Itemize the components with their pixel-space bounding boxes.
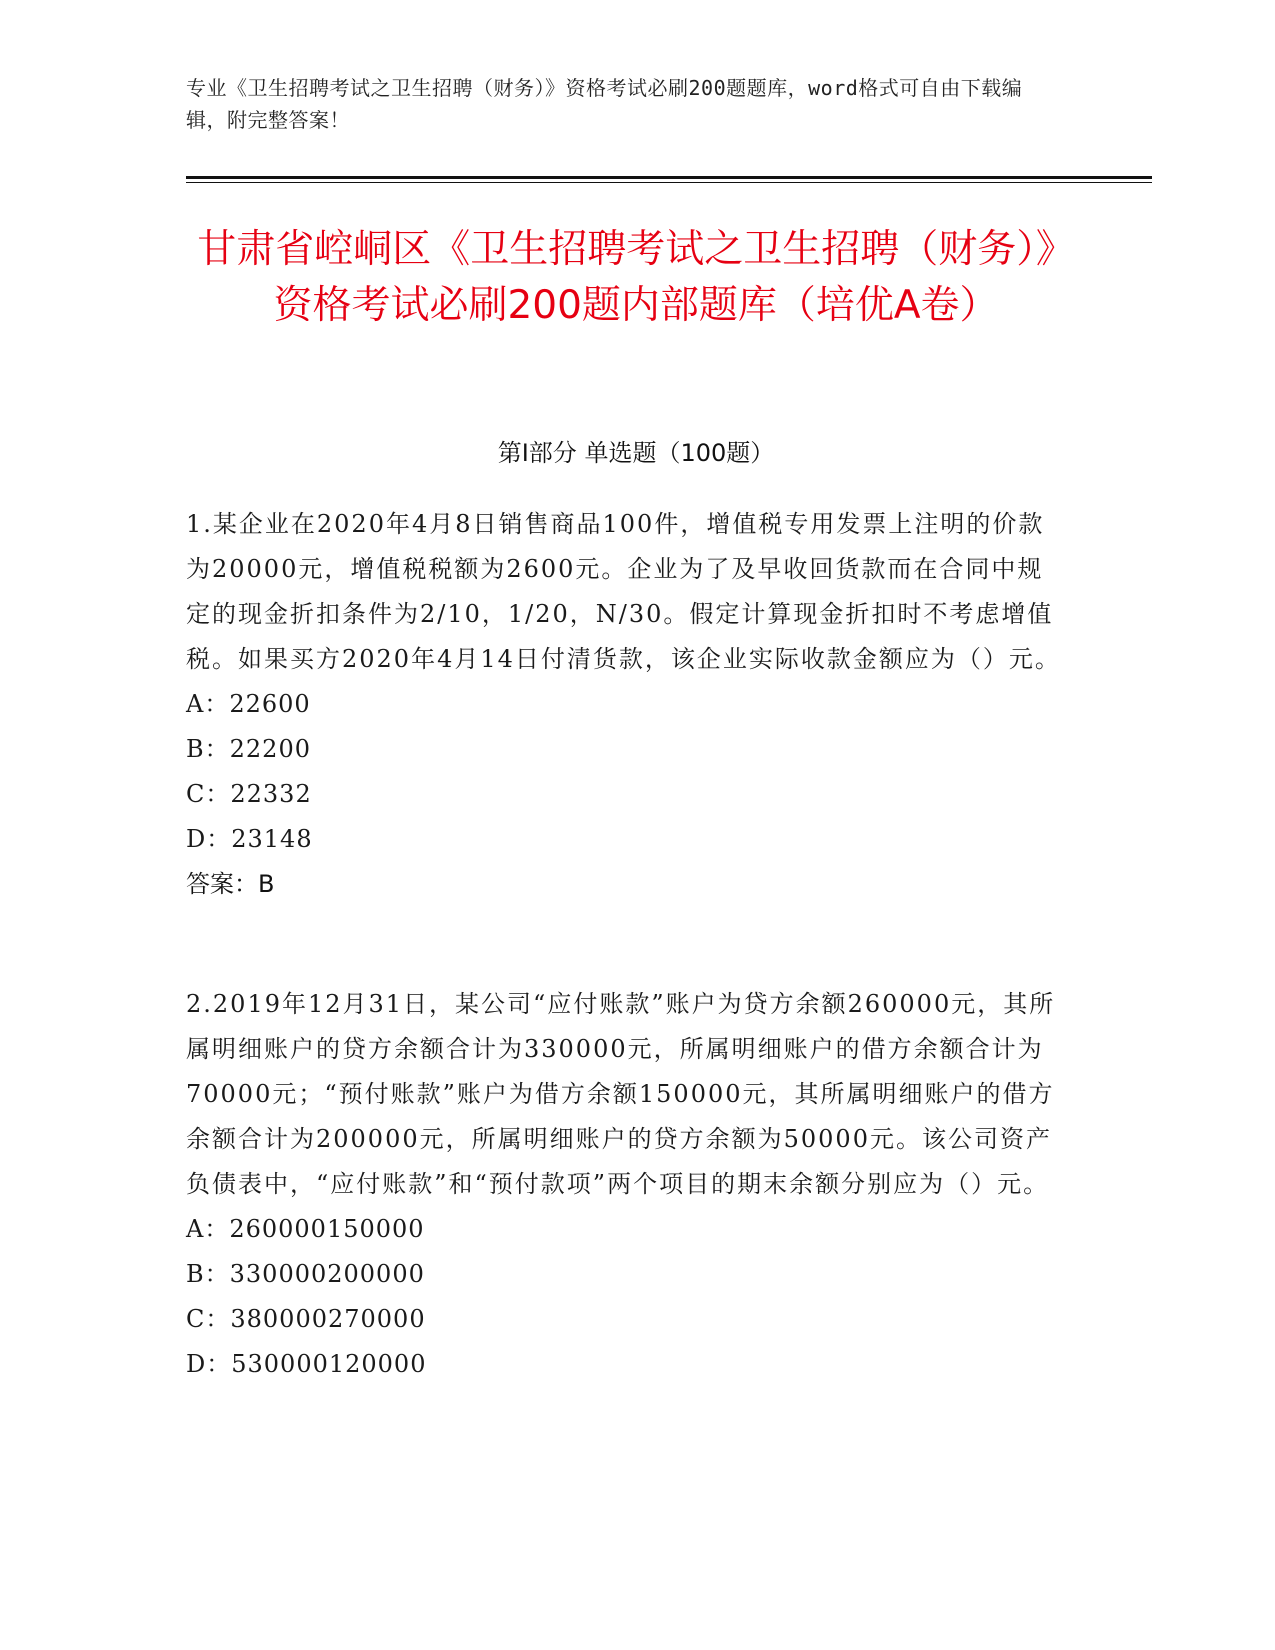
option-b: B：22200 — [186, 735, 311, 763]
option-d: D：530000120000 — [186, 1350, 427, 1378]
answer-label: 答案：B — [186, 870, 275, 898]
header-divider-thick — [186, 176, 1152, 179]
document-title: 甘肃省崆峒区《卫生招聘考试之卫生招聘（财务）》资格考试必刷200题内部题库（培优A卷） — [197, 227, 1075, 328]
option-a: A：22600 — [186, 690, 311, 718]
question-2 — [186, 982, 1066, 1387]
section-heading: 第I部分 单选题（100题） — [497, 439, 775, 467]
header-divider-thin — [186, 182, 1152, 183]
question-stem: 1.某企业在2020年4月8日销售商品100件，增值税专用发票上注明的价款为20000元，增值税税额为2600元。企业为了及早收回货款而在合同中规定的现金折扣条件为2/10，1/20，N/30。假定计算现金折扣时不考虑增值税。如果买方2020年4月14日付清货款，该企业实际收款金额应为（）元。 — [186, 510, 1061, 673]
option-c: C：380000270000 — [186, 1305, 426, 1333]
question-1 — [186, 502, 1066, 907]
option-d: D：23148 — [186, 825, 313, 853]
option-c: C：22332 — [186, 780, 312, 808]
question-stem: 2.2019年12月31日，某公司“应付账款”账户为贷方余额260000元，其所属明细账户的贷方余额合计为330000元，所属明细账户的借方余额合计为70000元；“预付账款”账户为借方余额150000元，其所属明细账户的借方余额合计为200000元，所属明细账户的贷方余额为50000元。该公司资产负债表中，“应付账款”和“预付款项”两个项目的期末余额分别应为（）元。 — [186, 990, 1056, 1198]
option-b: B：330000200000 — [186, 1260, 425, 1288]
header-note: 专业《卫生招聘考试之卫生招聘（财务）》资格考试必刷200题题库，word格式可自由下载编辑，附完整答案！ — [186, 76, 1023, 132]
option-a: A：260000150000 — [186, 1215, 425, 1243]
